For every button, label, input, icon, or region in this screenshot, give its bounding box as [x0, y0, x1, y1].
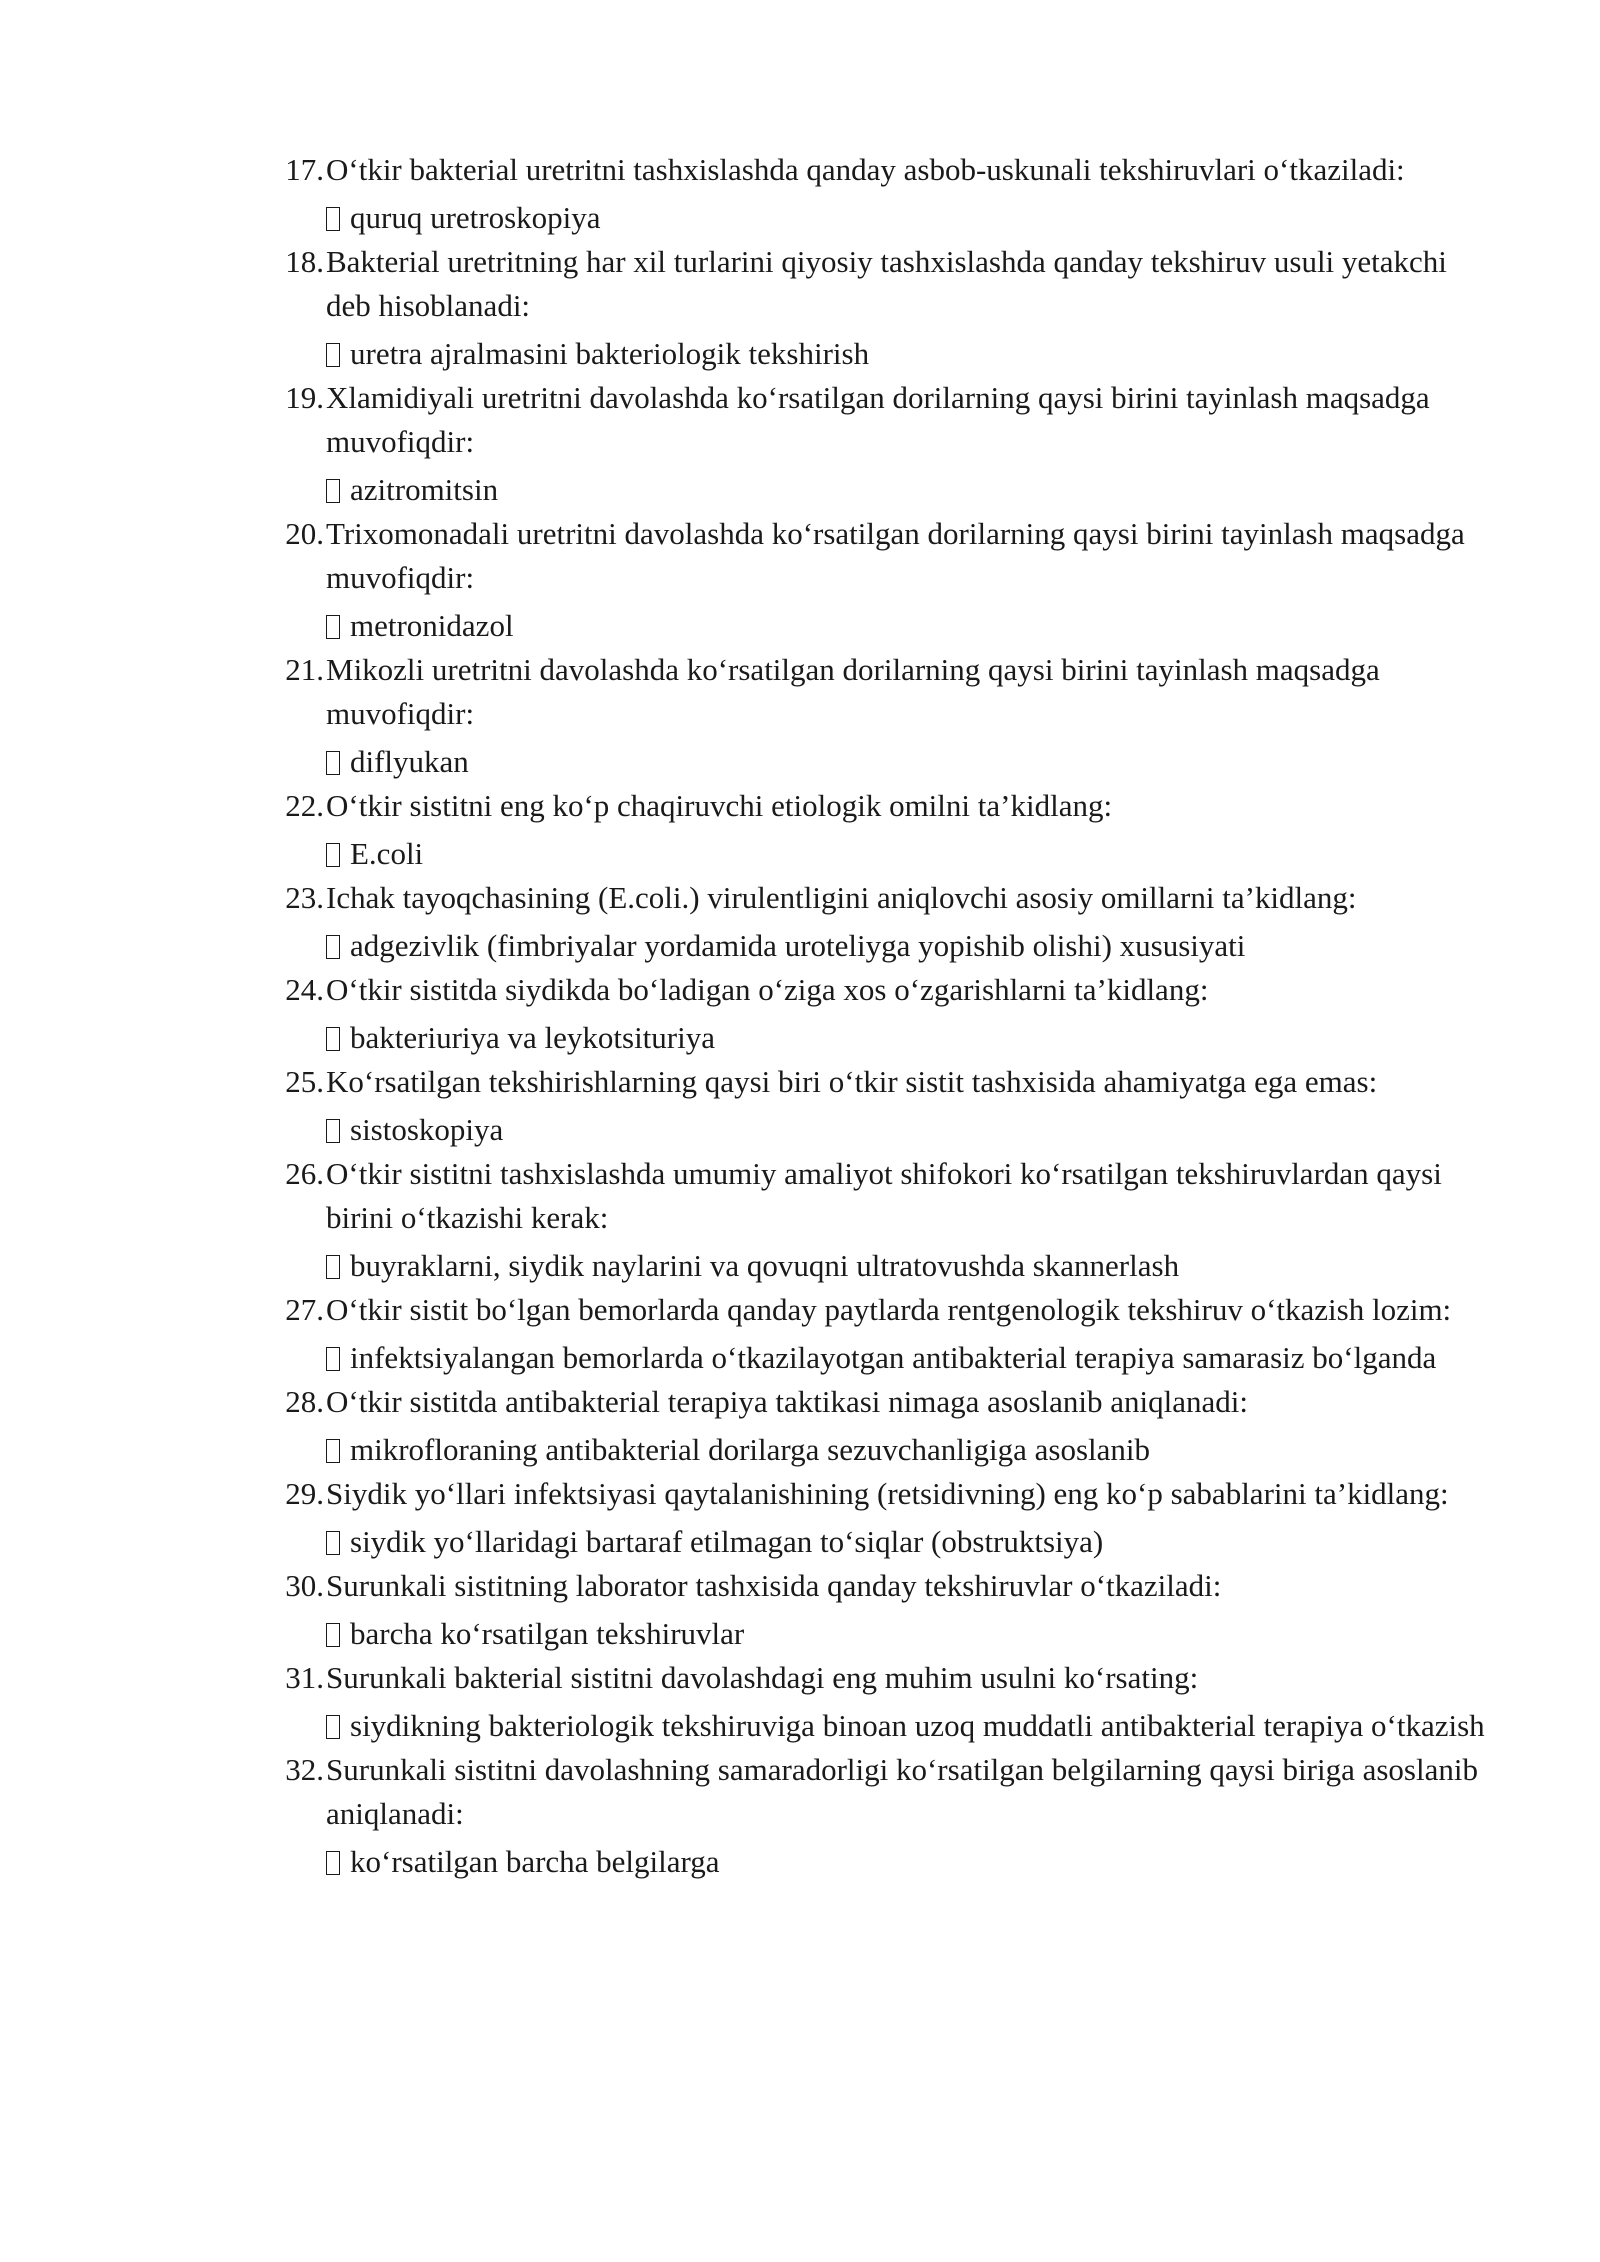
- question-item: [270, 1380, 1490, 1472]
- answer-line: [326, 1428, 1490, 1472]
- question-item: [270, 1564, 1490, 1656]
- answer-text: azitromitsin: [350, 472, 499, 507]
- question-number: 23.: [285, 880, 324, 915]
- question-text: O‘tkir sistit bo‘lgan bemorlarda qanday paytlarda rentgenologik tekshiruv o‘tkazish lozim:: [326, 1292, 1452, 1327]
- question-item: [270, 784, 1490, 876]
- answer-text: metronidazol: [350, 608, 514, 643]
- checkbox-icon: [326, 935, 340, 959]
- question-number: 30.: [285, 1568, 324, 1603]
- answer-line: [326, 1108, 1490, 1152]
- checkbox-icon: [326, 843, 340, 867]
- answer-text: buyraklarni, siydik naylarini va qovuqni ultratovushda skannerlash: [350, 1248, 1180, 1283]
- checkbox-icon: [326, 751, 340, 775]
- question-list: [270, 148, 1490, 1884]
- question-item: [270, 512, 1490, 648]
- checkbox-icon: [326, 343, 340, 367]
- answer-line: [326, 604, 1490, 648]
- question-text: Xlamidiyali uretritni davolashda ko‘rsatilgan dorilarning qaysi birini tayinlash maqsadga muvofiqdir:: [326, 380, 1430, 459]
- answer-text: adgezivlik (fimbriyalar yordamida uroteliyga yopishib olishi) xususiyati: [350, 928, 1246, 963]
- answer-line: [326, 468, 1490, 512]
- question-number: 32.: [285, 1752, 324, 1787]
- question-number: 20.: [285, 516, 324, 551]
- question-text: O‘tkir sistitni eng ko‘p chaqiruvchi etiologik omilni ta’kidlang:: [326, 788, 1113, 823]
- answer-text: E.coli: [350, 836, 424, 871]
- question-item: [270, 240, 1490, 376]
- question-item: [270, 968, 1490, 1060]
- question-text: O‘tkir bakterial uretritni tashxislashda qanday asbob-uskunali tekshiruvlari o‘tkaziladi:: [326, 152, 1405, 187]
- question-item: [270, 1288, 1490, 1380]
- question-text: Ichak tayoqchasining (E.coli.) virulentligini aniqlovchi asosiy omillarni ta’kidlang:: [326, 880, 1357, 915]
- answer-text: uretra ajralmasini bakteriologik tekshirish: [350, 336, 870, 371]
- answer-text: sistoskopiya: [350, 1112, 504, 1147]
- answer-line: [326, 332, 1490, 376]
- question-text: Siydik yo‘llari infektsiyasi qaytalanishining (retsidivning) eng ko‘p sabablarini ta’kidlang:: [326, 1476, 1449, 1511]
- question-text: Mikozli uretritni davolashda ko‘rsatilgan dorilarning qaysi birini tayinlash maqsadga muvofiqdir:: [326, 652, 1380, 731]
- question-item: [270, 1472, 1490, 1564]
- question-item: [270, 1152, 1490, 1288]
- question-number: 25.: [285, 1064, 324, 1099]
- question-text: Surunkali bakterial sistitni davolashdagi eng muhim usulni ko‘rsating:: [326, 1660, 1199, 1695]
- answer-line: [326, 924, 1490, 968]
- answer-text: infektsiyalangan bemorlarda o‘tkazilayotgan antibakterial terapiya samarasiz bo‘lganda: [350, 1340, 1437, 1375]
- question-number: 27.: [285, 1292, 324, 1327]
- answer-text: siydik yo‘llaridagi bartaraf etilmagan to‘siqlar (obstruktsiya): [350, 1524, 1104, 1559]
- question-item: [270, 648, 1490, 784]
- checkbox-icon: [326, 1531, 340, 1555]
- answer-text: quruq uretroskopiya: [350, 200, 601, 235]
- answer-text: diflyukan: [350, 744, 469, 779]
- checkbox-icon: [326, 1027, 340, 1051]
- question-item: [270, 376, 1490, 512]
- question-text: O‘tkir sistitda antibakterial terapiya taktikasi nimaga asoslanib aniqlanadi:: [326, 1384, 1248, 1419]
- question-text: O‘tkir sistitda siydikda bo‘ladigan o‘ziga xos o‘zgarishlarni ta’kidlang:: [326, 972, 1209, 1007]
- checkbox-icon: [326, 1255, 340, 1279]
- question-number: 22.: [285, 788, 324, 823]
- question-text: Bakterial uretritning har xil turlarini qiyosiy tashxislashda qanday tekshiruv usuli yetakchi deb hisoblanadi:: [326, 244, 1447, 323]
- question-number: 28.: [285, 1384, 324, 1419]
- answer-line: [326, 1016, 1490, 1060]
- checkbox-icon: [326, 1715, 340, 1739]
- checkbox-icon: [326, 1623, 340, 1647]
- question-text: Surunkali sistitni davolashning samaradorligi ko‘rsatilgan belgilarning qaysi biriga asoslanib aniqlanadi:: [326, 1752, 1478, 1831]
- checkbox-icon: [326, 479, 340, 503]
- question-text: O‘tkir sistitni tashxislashda umumiy amaliyot shifokori ko‘rsatilgan tekshiruvlardan qaysi birini o‘tkazishi kerak:: [326, 1156, 1442, 1235]
- answer-text: siydikning bakteriologik tekshiruviga binoan uzoq muddatli antibakterial terapiya o‘tkazish: [350, 1708, 1485, 1743]
- checkbox-icon: [326, 1851, 340, 1875]
- answer-line: [326, 740, 1490, 784]
- answer-line: [326, 832, 1490, 876]
- answer-line: [326, 1520, 1490, 1564]
- question-text: Trixomonadali uretritni davolashda ko‘rsatilgan dorilarning qaysi birini tayinlash maqsadga muvofiqdir:: [326, 516, 1465, 595]
- question-number: 21.: [285, 652, 324, 687]
- question-item: [270, 1656, 1490, 1748]
- answer-text: ko‘rsatilgan barcha belgilarga: [350, 1844, 720, 1879]
- question-number: 29.: [285, 1476, 324, 1511]
- question-item: [270, 1060, 1490, 1152]
- answer-line: [326, 1840, 1490, 1884]
- question-item: [270, 876, 1490, 968]
- question-number: 19.: [285, 380, 324, 415]
- checkbox-icon: [326, 1347, 340, 1371]
- answer-line: [326, 1244, 1490, 1288]
- answer-line: [326, 1612, 1490, 1656]
- question-text: Surunkali sistitning laborator tashxisida qanday tekshiruvlar o‘tkaziladi:: [326, 1568, 1222, 1603]
- question-number: 17.: [285, 152, 324, 187]
- checkbox-icon: [326, 615, 340, 639]
- question-number: 18.: [285, 244, 324, 279]
- answer-text: mikrofloraning antibakterial dorilarga sezuvchanligiga asoslanib: [350, 1432, 1151, 1467]
- question-number: 24.: [285, 972, 324, 1007]
- question-text: Ko‘rsatilgan tekshirishlarning qaysi biri o‘tkir sistit tashxisida ahamiyatga ega emas:: [326, 1064, 1378, 1099]
- answer-line: [326, 196, 1490, 240]
- answer-line: [326, 1336, 1490, 1380]
- question-item: [270, 1748, 1490, 1884]
- question-number: 31.: [285, 1660, 324, 1695]
- answer-text: barcha ko‘rsatilgan tekshiruvlar: [350, 1616, 745, 1651]
- answer-line: [326, 1704, 1490, 1748]
- checkbox-icon: [326, 1439, 340, 1463]
- checkbox-icon: [326, 207, 340, 231]
- answer-text: bakteriuriya va leykotsituriya: [350, 1020, 715, 1055]
- question-item: [270, 148, 1490, 240]
- question-number: 26.: [285, 1156, 324, 1191]
- checkbox-icon: [326, 1119, 340, 1143]
